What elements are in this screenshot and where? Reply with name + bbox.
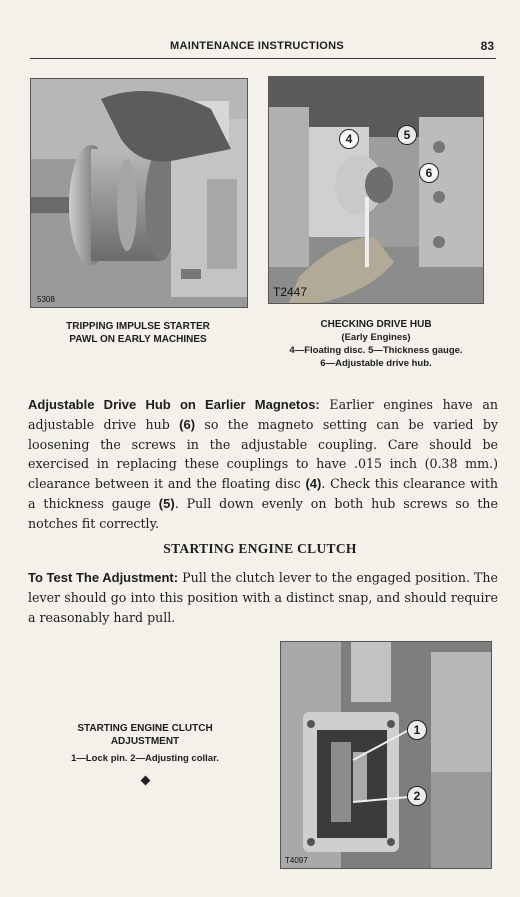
- photo-number: 5308: [37, 295, 55, 304]
- photo-number: T4097: [285, 856, 308, 865]
- section-title: STARTING ENGINE CLUTCH: [163, 541, 357, 556]
- paragraph-text: Pull the clutch lever to the engaged position. The lever should go into this position with a distinct snap, and should require a reasonably hard pull.: [28, 570, 498, 625]
- paragraph-text: Earlier engines have an adjustable drive hub: [28, 397, 499, 432]
- callout-5: 5: [397, 125, 417, 145]
- running-title: MAINTENANCE INSTRUCTIONS: [170, 40, 345, 52]
- photo-number: T2447: [273, 285, 308, 299]
- caption-line: STARTING ENGINE CLUTCH: [77, 723, 213, 734]
- callout-4: 4: [339, 129, 359, 149]
- paragraph-text: so the magneto setting can be varied by loosening the screws in the adjustable coupling. Care should be exercised in replacing these couplings to have .015 inch (0.38 mm.) clearance between it and the floating disc: [28, 416, 499, 492]
- paragraph-text: . Pull down evenly on both hub screws so the notches fit correctly.: [28, 495, 498, 531]
- photo-impulse-starter: [30, 78, 248, 308]
- ref-4: (4): [305, 476, 322, 492]
- caption-line: CHECKING DRIVE HUB: [320, 319, 432, 330]
- caption-line: 4—Floating disc. 5—Thickness gauge.: [289, 345, 463, 356]
- caption-line: (Early Engines): [341, 332, 411, 343]
- caption-line: TRIPPING IMPULSE STARTER: [66, 321, 210, 332]
- diamond-ornament: [141, 776, 151, 786]
- paragraph-heading: Adjustable Drive Hub on Earlier Magnetos:: [28, 397, 320, 412]
- photo-drive-hub: [268, 76, 484, 304]
- caption-impulse-starter: [30, 320, 246, 346]
- paragraph-test-adjustment: [28, 568, 498, 627]
- page-header: [30, 36, 496, 59]
- caption-clutch-adjustment: [40, 722, 250, 765]
- callout-1: 1: [407, 720, 427, 740]
- caption-drive-hub: [262, 318, 490, 370]
- ref-6: (6): [179, 416, 196, 432]
- paragraph-heading: To Test The Adjustment:: [28, 570, 179, 585]
- callout-2: 2: [407, 786, 427, 806]
- photo-clutch: [280, 641, 492, 869]
- caption-line: PAWL ON EARLY MACHINES: [69, 334, 207, 345]
- caption-line: 6—Adjustable drive hub.: [320, 358, 432, 369]
- ref-5: (5): [158, 495, 175, 511]
- caption-line: ADJUSTMENT: [110, 736, 180, 747]
- callout-6: 6: [419, 163, 439, 183]
- page-number: 83: [480, 39, 494, 53]
- caption-line: 1—Lock pin. 2—Adjusting collar.: [71, 753, 219, 764]
- paragraph-text: . Check this clearance with a thickness gauge: [28, 476, 498, 511]
- paragraph-drive-hub: [28, 395, 498, 534]
